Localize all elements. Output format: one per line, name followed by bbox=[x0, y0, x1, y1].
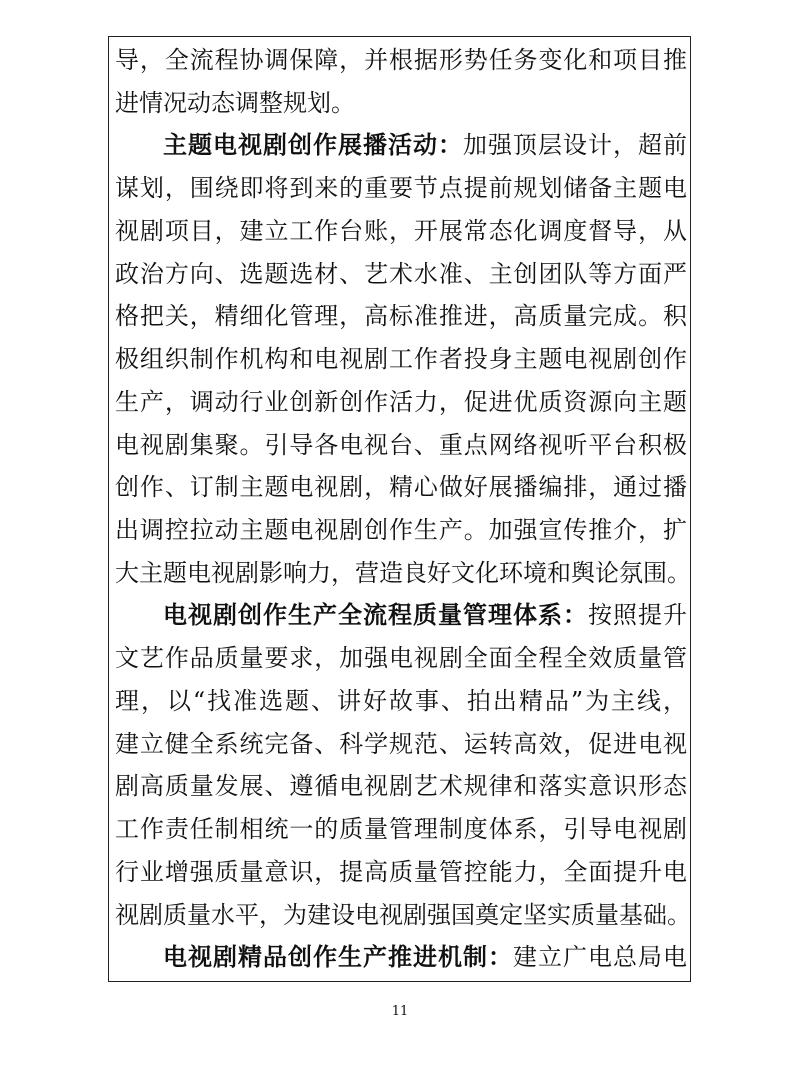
section-heading-continuation: 加强顶层设计，超前 bbox=[463, 131, 687, 160]
text-line: 电视剧集聚。引导各电视台、重点网络视听平台积极 bbox=[115, 430, 687, 459]
text-line: 剧高质量发展、遵循电视剧艺术规律和落实意识形态 bbox=[115, 772, 687, 801]
text-line: 导，全流程协调保障，并根据形势任务变化和项目推 bbox=[115, 46, 687, 74]
text-line: 建立健全系统完备、科学规范、运转高效，促进电视 bbox=[115, 729, 687, 758]
section-heading: 电视剧精品创作生产推进机制： bbox=[163, 942, 513, 972]
text-line: 理，以“找准选题、讲好故事、拍出精品”为主线， bbox=[115, 686, 687, 715]
section-heading-line bbox=[163, 936, 687, 979]
text-line: 进情况动态调整规划。 bbox=[115, 88, 355, 117]
text-line: 工作责任制相统一的质量管理制度体系，引导电视剧 bbox=[115, 815, 687, 844]
section-heading: 电视剧创作生产全流程质量管理体系： bbox=[163, 600, 588, 630]
text-line: 文艺作品质量要求，加强电视剧全面全程全效质量管 bbox=[115, 644, 687, 673]
text-line: 生产，调动行业创新创作活力，促进优质资源向主题 bbox=[115, 387, 687, 416]
text-line: 视剧质量水平，为建设电视剧强国奠定坚实质量基础。 bbox=[115, 900, 691, 929]
section-heading-line bbox=[163, 594, 687, 637]
text-line: 出调控拉动主题电视剧创作生产。加强宣传推介，扩 bbox=[115, 516, 687, 544]
section-heading-line bbox=[163, 124, 687, 167]
text-line: 政治方向、选题选材、艺术水准、主创团队等方面严 bbox=[115, 259, 687, 288]
text-line: 视剧项目，建立工作台账，开展常态化调度督导，从 bbox=[115, 216, 687, 245]
section-heading: 主题电视剧创作展播活动： bbox=[163, 130, 463, 160]
text-line: 创作、订制主题电视剧，精心做好展播编排，通过播 bbox=[115, 473, 687, 502]
section-heading-continuation: 建立广电总局电 bbox=[513, 943, 687, 972]
text-line: 大主题电视剧影响力，营造良好文化环境和舆论氛围。 bbox=[115, 558, 691, 587]
section-heading-continuation: 按照提升 bbox=[588, 601, 687, 630]
text-line: 谋划，围绕即将到来的重要节点提前规划储备主题电 bbox=[115, 174, 687, 203]
text-line: 行业增强质量意识，提高质量管控能力，全面提升电 bbox=[115, 857, 687, 886]
text-line: 格把关，精细化管理，高标准推进，高质量完成。积 bbox=[115, 302, 687, 331]
text-line: 极组织制作机构和电视剧工作者投身主题电视剧创作 bbox=[115, 345, 687, 374]
page-number: 11 bbox=[391, 1004, 409, 1019]
